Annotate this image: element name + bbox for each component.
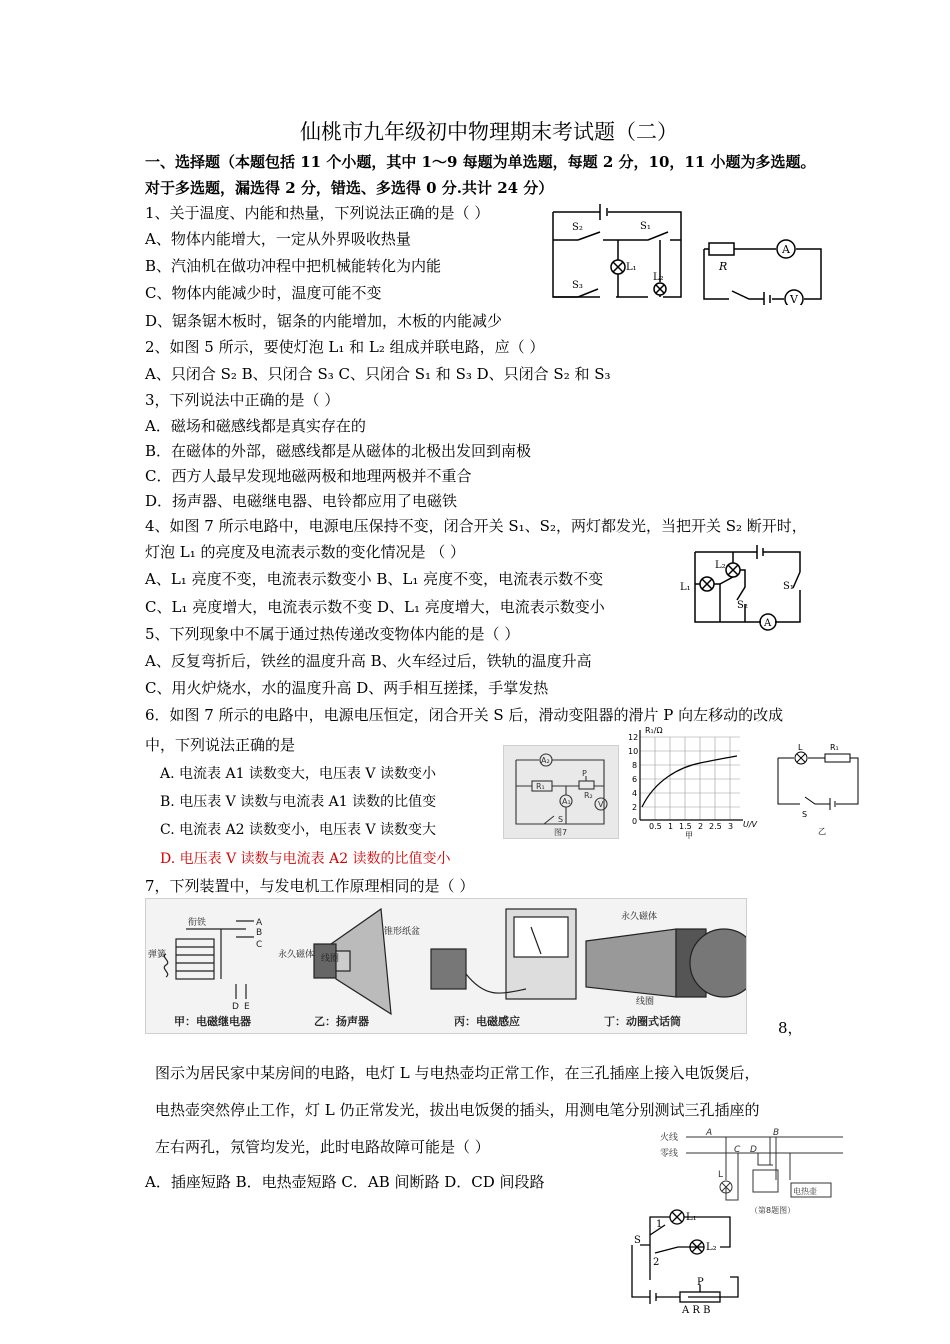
- q3-option-c: C．西方人最早发现地磁两极和地理两极并不重合: [145, 467, 472, 485]
- q3-option-b: B．在磁体的外部，磁感线都是从磁体的北极出发回到南极: [145, 442, 532, 460]
- q2-circuit-figure: [548, 200, 688, 305]
- svg-text:A: A: [256, 918, 263, 928]
- q7-devices-image: [145, 898, 747, 1034]
- q7-caption-speaker: 乙：扬声器: [314, 1015, 369, 1028]
- page-title: 仙桃市九年级初中物理期末考试题（二）: [300, 120, 678, 144]
- fig6b-xtick-3: 2: [698, 822, 704, 831]
- q6-stem-2: 中，下列说法正确的是: [145, 736, 296, 754]
- q7-caption-relay: 甲：电磁继电器: [174, 1015, 251, 1028]
- q8-line-3: 左右两孔，氖管均发光，此时电路故障可能是（ ）: [155, 1138, 490, 1156]
- q4-options-cd: C、L₁ 亮度增大，电流表示数不变 D、L₁ 亮度增大，电流表示数变小: [145, 598, 605, 616]
- fig4-label-l2: L₂: [715, 560, 726, 571]
- q5-stem: 5、下列现象中不属于通过热传递改变物体内能的是（ ）: [145, 625, 520, 643]
- fig1-label-s1: S₁: [640, 221, 651, 232]
- fig9-label-s: S: [634, 1235, 641, 1246]
- fig1-label-l1: L₁: [626, 262, 637, 273]
- fig4-label-l1: L₁: [680, 582, 691, 593]
- fig6b-ytick-12: 12: [628, 733, 639, 742]
- fig6b-xtick-4: 2.5: [709, 822, 722, 831]
- q6-option-a: A. 电流表 A1 读数变大，电压表 V 读数变小: [160, 766, 436, 782]
- fig8-label-c: C: [734, 1145, 741, 1155]
- fig6b-xlabel: U/V: [743, 820, 758, 829]
- fig6a-label-s: S: [558, 815, 564, 824]
- fig9-label-arb: A R B: [682, 1305, 711, 1315]
- q4-circuit-figure: [675, 542, 805, 632]
- q6-stem-1: 6．如图 7 所示的电路中，电源电压恒定，闭合开关 S 后，滑动变阻器的滑片 P 向左移动的改成: [145, 706, 784, 724]
- fig8-label-b: B: [773, 1128, 780, 1138]
- svg-text:B: B: [256, 928, 263, 938]
- fig6b-ytick-0: 0: [632, 817, 638, 826]
- q6-circuit-photo: [503, 745, 619, 839]
- fig6a-label-a2: A₂: [541, 756, 550, 765]
- q7-label-coil: 线圈: [321, 954, 340, 964]
- q4-stem-1: 4、如图 7 所示电路中，电源电压保持不变，闭合开关 S₁、S₂，两灯都发光，当把开关 S₂ 断开时，: [145, 517, 807, 535]
- q8-line-1: 图示为居民家中某房间的电路，电灯 L 与电热壶均正常工作，在三孔插座上接入电饭煲后，: [155, 1064, 760, 1082]
- fig2-label-a: A: [782, 243, 790, 256]
- q8-options: A．插座短路 B．电热壶短路 C．AB 间断路 D．CD 间段路: [145, 1173, 545, 1191]
- q8-line-2: 电热壶突然停止工作，灯 L 仍正常发光，拔出电饭煲的插头，用测电笔分别测试三孔插座的: [155, 1101, 760, 1119]
- fig8-label-kettle: 电热壶: [793, 1187, 817, 1196]
- fig6a-label-r2: R₂: [584, 791, 593, 800]
- q7-stem: 7，下列装置中，与发电机工作原理相同的是（ ）: [145, 877, 475, 895]
- fig8-label-neutral: 零线: [660, 1149, 679, 1159]
- q6-graph-figure: [625, 725, 765, 840]
- q2-options: A、只闭合 S₂ B、只闭合 S₃ C、只闭合 S₁ 和 S₃ D、只闭合 S₂ 和 S₃: [145, 365, 611, 383]
- fig2-label-r: R: [719, 260, 728, 273]
- q6-option-b: B. 电压表 V 读数与电流表 A1 读数的比值变: [160, 794, 437, 810]
- fig1-label-l2: L₂: [653, 272, 664, 283]
- fig1-label-s3: S₃: [572, 280, 583, 291]
- fig4-label-a: A: [764, 618, 772, 629]
- fig6a-label-a1: A₁: [562, 797, 571, 806]
- fig6b-ylabel: R₁/Ω: [645, 726, 663, 735]
- bottom-circuit-figure: [620, 1205, 755, 1315]
- fig6b-xtick-0: 0.5: [649, 822, 662, 831]
- q7-label-spring: 弹簧: [148, 950, 167, 960]
- q7-label-mic-magnet: 永久磁体: [621, 912, 658, 922]
- fig6c-label-r: R₁: [830, 743, 839, 752]
- q5-options-cd: C、用火炉烧水，水的温度升高 D、两手相互搓揉，手掌发热: [145, 679, 549, 697]
- q1-option-c: C、物体内能减少时，温度可能不变: [145, 284, 382, 302]
- fig6b-xtick-2: 1.5: [679, 822, 692, 831]
- q7-label-mic-coil: 线圈: [636, 997, 655, 1007]
- svg-text:D: D: [232, 1002, 239, 1012]
- fig9-label-l2: L₂: [706, 1242, 717, 1253]
- q6-circuit-b-figure: [770, 742, 865, 837]
- fig1-label-s2: S₂: [572, 222, 583, 233]
- svg-text:E: E: [244, 1002, 250, 1012]
- fig8-label-l: L: [718, 1170, 724, 1180]
- fig6b-xtick-5: 3: [728, 822, 734, 831]
- q5-options-ab: A、反复弯折后，铁丝的温度升高 B、火车经过后，铁轨的温度升高: [145, 652, 592, 670]
- q1-meter-circuit-figure: [694, 235, 824, 305]
- fig6c-label-l: L: [798, 743, 803, 752]
- fig6a-label-r1: R₁: [536, 782, 545, 791]
- q2-stem: 2、如图 5 所示，要使灯泡 L₁ 和 L₂ 组成并联电路，应（ ）: [145, 338, 545, 356]
- q4-options-ab: A、L₁ 亮度不变，电流表示数变小 B、L₁ 亮度不变，电流表示数不变: [145, 570, 604, 588]
- fig6b-ytick-4: 4: [632, 789, 638, 798]
- fig6b-ytick-2: 2: [632, 803, 638, 812]
- q3-stem: 3，下列说法中正确的是（ ）: [145, 391, 340, 409]
- fig8-label-d: D: [750, 1145, 757, 1155]
- fig8-caption: （第8题图）: [750, 1206, 796, 1215]
- fig6c-label-s: S: [802, 810, 808, 819]
- q8-number: 8，: [778, 1019, 803, 1037]
- fig9-label-l1: L₁: [686, 1212, 697, 1223]
- fig2-label-v: V: [790, 293, 798, 305]
- section-heading-1: 一、选择题（本题包括 11 个小题，其中 1～9 每题为单选题，每题 2 分，10，11 小题为多选题。: [145, 153, 816, 171]
- q1-option-d: D、锯条锯木板时，锯条的内能增加，木板的内能减少: [145, 312, 503, 330]
- fig4-label-s2: S₂: [737, 600, 748, 611]
- q7-caption-induction: 丙：电磁感应: [454, 1015, 520, 1028]
- fig6a-label-v: V: [598, 800, 604, 809]
- q1-stem: 1、关于温度、内能和热量，下列说法正确的是（ ）: [145, 204, 490, 222]
- fig6b-caption: 甲: [685, 831, 693, 840]
- fig6b-ytick-6: 6: [632, 775, 638, 784]
- fig6b-ytick-10: 10: [628, 747, 639, 756]
- fig8-label-a: A: [706, 1128, 713, 1138]
- fig6a-caption: 图7: [554, 828, 568, 837]
- q4-stem-2: 灯泡 L₁ 的亮度及电流表示数的变化情况是 （ ）: [145, 543, 466, 561]
- q7-label-cone: 锥形纸盆: [384, 927, 421, 937]
- q3-option-a: A．磁场和磁感线都是真实存在的: [145, 417, 366, 435]
- svg-text:C: C: [256, 940, 263, 950]
- fig4-label-s1: S₁: [783, 581, 794, 592]
- q1-option-b: B、汽油机在做功冲程中把机械能转化为内能: [145, 257, 442, 275]
- q7-label-armature: 衔铁: [188, 918, 207, 928]
- fig6b-xtick-1: 1: [668, 822, 674, 831]
- q7-label-magnet: 永久磁体: [278, 950, 315, 960]
- q7-caption-microphone: 丁：动圈式话筒: [604, 1015, 681, 1028]
- fig9-label-p: P: [697, 1277, 704, 1288]
- fig9-label-1: 1: [656, 1219, 663, 1230]
- fig6b-ytick-8: 8: [632, 761, 638, 770]
- q6-option-c: C. 电流表 A2 读数变小，电压表 V 读数变大: [160, 822, 437, 838]
- q3-option-d: D．扬声器、电磁继电器、电铃都应用了电磁铁: [145, 492, 458, 510]
- fig6c-caption: 乙: [818, 827, 826, 836]
- fig9-label-2: 2: [653, 1257, 660, 1268]
- fig6a-label-p: P: [582, 769, 587, 778]
- q6-option-d: D. 电压表 V 读数与电流表 A2 读数的比值变小: [160, 851, 451, 867]
- fig8-label-live: 火线: [660, 1133, 679, 1143]
- q1-option-a: A、物体内能增大，一定从外界吸收热量: [145, 230, 411, 248]
- section-heading-2: 对于多选题，漏选得 2 分，错选、多选得 0 分.共计 24 分）: [145, 179, 554, 197]
